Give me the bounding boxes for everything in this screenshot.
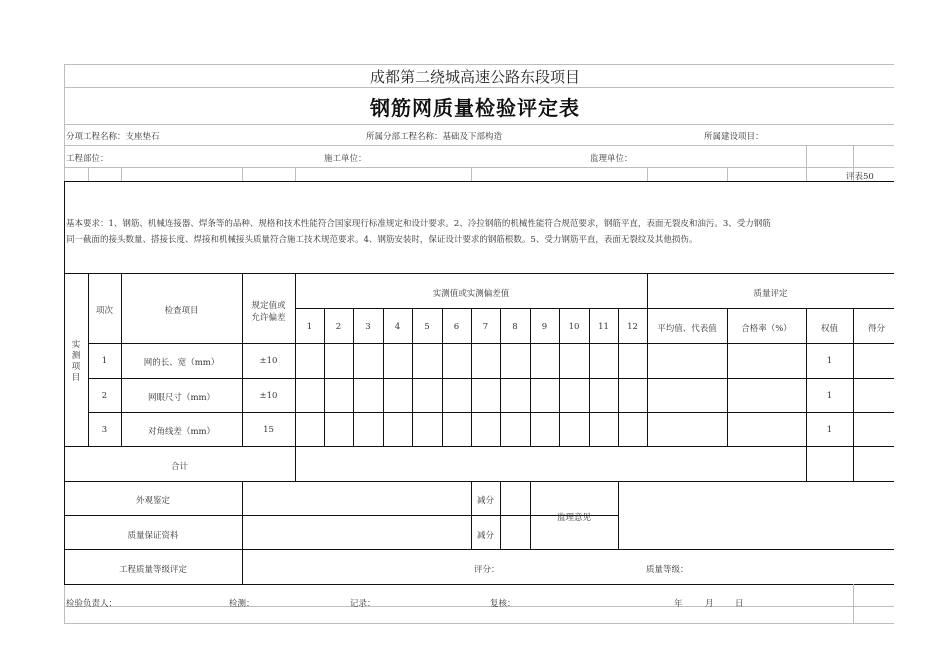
requirements-line-1: 基本要求：1、钢筋、机械连接器、焊条等的品种、规格和技术性能符合国家现行标准规定和设计要求。2、冷拉钢筋的机械性能符合规范要求，钢筋平直，表面无裂皮和油污。3、受力钢筋 [66,219,771,229]
grid-line [853,584,854,623]
grid-line [242,167,243,181]
grid-line [64,606,894,607]
row-2-no: 2 [101,391,108,401]
col-pass-rate: 合格率（%） [741,324,792,334]
grid-line [64,181,65,584]
grid-line [64,167,894,168]
project-title: 成都第二绕城高速公路东段项目 [369,68,580,86]
form-title: 钢筋网质量检验评定表 [370,96,580,120]
row-3-weight: 1 [826,425,833,435]
grid-line [727,167,728,181]
date-year: 年 [674,599,683,609]
grid-line [64,446,894,447]
grid-line [88,412,894,413]
basic-requirements [66,216,946,248]
grid-line [618,481,619,549]
col-quality-evaluation: 质量评定 [753,289,788,299]
grid-line [64,273,894,274]
grid-line [88,167,89,181]
reviewer-signature: 复核： [490,599,516,609]
row-3-spec: 15 [263,425,274,435]
grid-line [64,145,894,146]
measure-col-1: 1 [306,322,313,332]
grid-line [647,167,648,181]
grid-line [64,549,894,550]
row-3-no: 3 [101,425,108,435]
supervision-unit: 监理单位： [590,154,633,164]
measure-col-3: 3 [365,322,371,332]
col-item-no: 项次 [95,306,113,316]
grid-line [295,273,296,481]
row-2-weight: 1 [826,391,833,401]
measure-col-6: 6 [453,322,460,332]
grid-line [64,181,894,182]
grid-line [64,584,894,585]
project-location: 工程部位： [66,154,109,164]
col-spec-line1: 规定值或 [251,301,286,311]
requirements-line-2: 同一截面的接头数量、搭接长度、焊接和机械接头质量符合施工技术规范要求。4、钢筋安装时，保证设计要求的钢筋根数。5、受力钢筋平直，表面无裂纹及其他损伤。 [66,235,698,245]
measure-col-4: 4 [394,322,401,332]
grid-line [64,623,894,624]
score-label: 评分： [474,565,500,575]
col-measured-values: 实测值或实测偏差值 [432,289,510,299]
grade-eval-label: 工程质量等级评定 [118,565,187,575]
inspector-signature: 检验负责人： [66,599,118,609]
construction-unit: 施工单位： [324,154,367,164]
col-average-value: 平均值、代表值 [657,324,717,334]
appearance-deduct: 减分 [476,496,494,506]
grid-line [64,64,894,65]
assurance-deduct: 减分 [476,531,494,541]
grid-line [64,481,894,482]
date-month: 月 [705,599,714,609]
measure-col-10: 10 [568,322,580,332]
recorder-signature: 记录： [350,599,376,609]
form-number: 评表50 [846,172,874,182]
row-1-item: 网的长、宽（mm） [143,358,220,368]
tester-signature: 检测： [229,599,255,609]
grid-line [88,378,894,379]
row-1-spec: ±10 [259,356,278,366]
row-3-item: 对角线差（mm） [147,427,216,437]
measure-col-9: 9 [541,322,548,332]
row-1-weight: 1 [826,356,833,366]
measured-items-side-label: 实 测 项 目 [71,340,81,383]
grid-line [295,167,296,181]
grid-line [88,343,894,344]
supervisor-opinion-label: 监理意见 [556,513,591,523]
grid-line [806,145,807,181]
measure-col-2: 2 [335,322,342,332]
sub-project-name: 分项工程名称：支座垫石 [66,132,160,142]
grade-label: 质量等级： [646,565,689,575]
date-day: 日 [735,599,744,609]
total-label: 合计 [170,462,188,472]
grid-line [64,87,894,88]
grid-line [295,308,894,309]
measure-col-7: 7 [482,322,489,332]
col-weight: 权值 [820,324,838,334]
row-2-item: 网眼尺寸（mm） [147,393,216,403]
grid-line [242,481,243,584]
grid-line [500,481,501,549]
row-2-spec: ±10 [259,391,278,401]
division-project-name: 所属分部工程名称：基础及下部构造 [366,132,503,142]
measure-col-12: 12 [627,322,638,332]
measure-col-11: 11 [598,322,609,332]
construction-project: 所属建设项目： [704,132,764,142]
col-score: 得分 [867,324,885,334]
row-1-no: 1 [101,356,108,366]
measure-col-5: 5 [424,322,430,332]
grid-line [471,167,472,181]
measure-col-8: 8 [512,322,518,332]
grid-line [121,167,122,181]
appearance-label: 外观鉴定 [135,496,170,506]
col-check-item: 检查项目 [164,306,199,316]
assurance-label: 质量保证资料 [127,531,179,541]
grid-line [64,124,894,125]
col-spec-line2: 允许偏差 [251,313,286,323]
